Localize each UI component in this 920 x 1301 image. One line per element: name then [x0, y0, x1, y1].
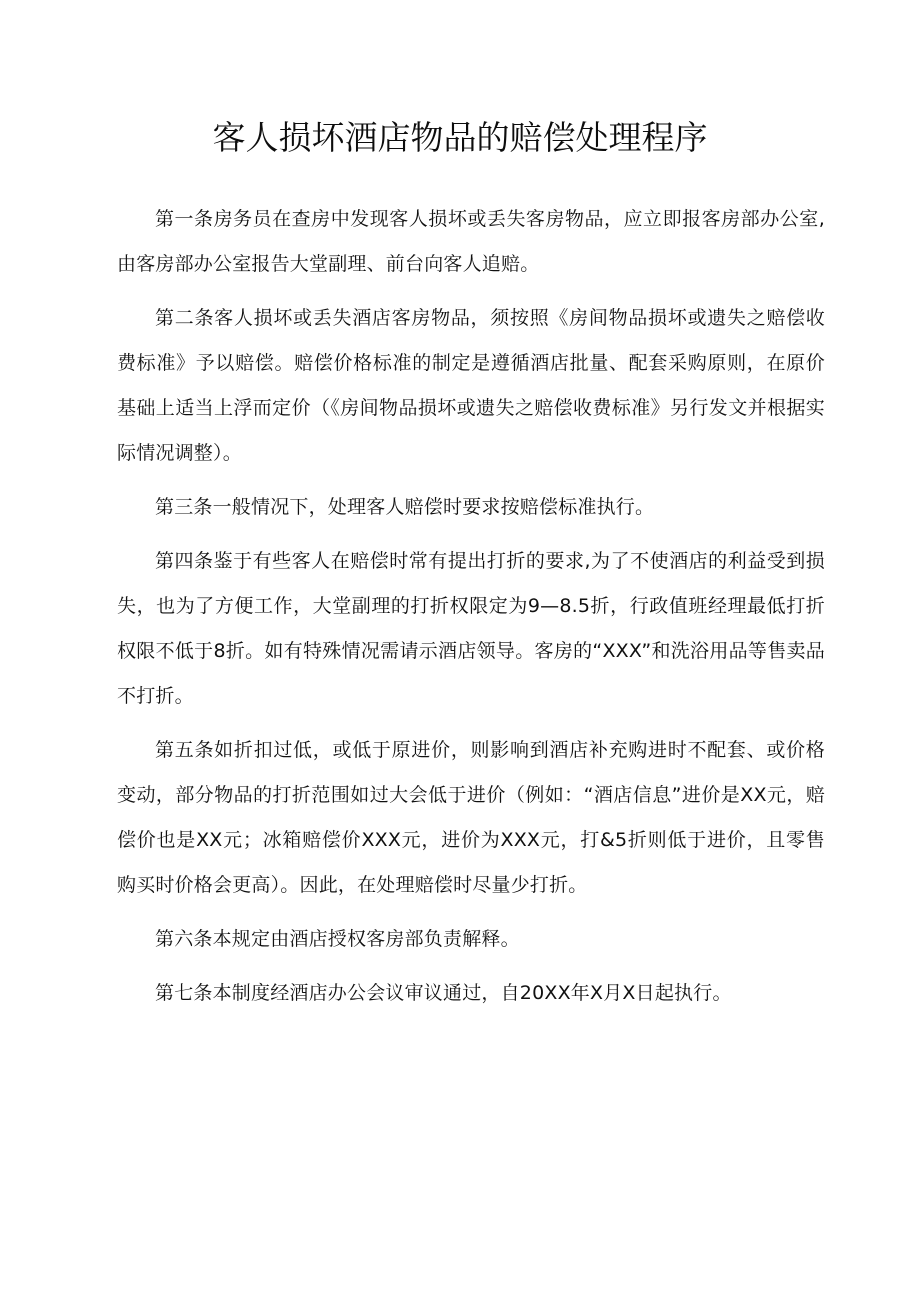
article-6-paragraph: 第六条本规定由酒店授权客房部负责解释。	[155, 928, 520, 950]
article-7-paragraph: 第七条本制度经酒店办公会议审议通过，自20XX年X月X日起执行。	[155, 982, 732, 1004]
article-2-paragraph: 第二条客人损坏或丢失酒店客房物品，须按照《房间物品损坏或遗失之赔偿收费标准》予以赔偿。赔偿价格标准的制定是遵循酒店批量、配套采购原则，在原价基础上适当上浮而定价（《房间物品损坏或遗失之赔偿收费标准》另行发文并根据实际情况调整）。	[117, 307, 825, 464]
article-1-paragraph: 第一条房务员在查房中发现客人损坏或丢失客房物品，应立即报客房部办公室,由客房部办公室报告大堂副理、前台向客人追赔。	[117, 208, 825, 275]
document-title: 客人损坏酒店物品的赔偿处理程序	[212, 118, 708, 157]
article-5-paragraph: 第五条如折扣过低，或低于原进价，则影响到酒店补充购进时不配套、或价格变动，部分物品的打折范围如过大会低于进价（例如：“酒店信息”进价是XX元，赔偿价也是XX元；冰箱赔偿价XXX元，进价为XXX元，打&5折则低于进价，且零售购买时价格会更高）。因此，在处理赔偿时尽量少打折。	[117, 739, 825, 896]
article-3-paragraph: 第三条一般情况下，处理客人赔偿时要求按赔偿标准执行。	[155, 496, 655, 518]
document-body	[117, 197, 825, 1025]
article-4-paragraph: 第四条鉴于有些客人在赔偿时常有提出打折的要求,为了不使酒店的利益受到损失，也为了方便工作，大堂副理的打折权限定为9—8.5折，行政值班经理最低打折权限不低于8折。如有特殊情况需请示酒店领导。客房的“XXX”和洗浴用品等售卖品不打折。	[117, 550, 825, 707]
